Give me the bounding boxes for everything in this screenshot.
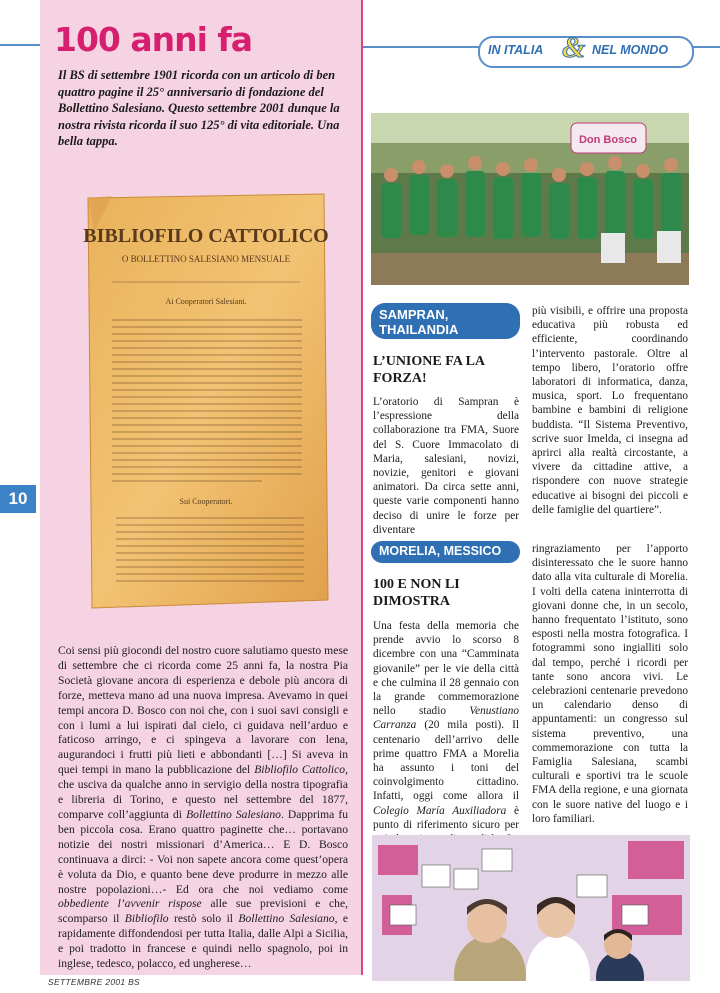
doc-salutation: Ai Cooperatori Salesiani. bbox=[165, 297, 247, 306]
morelia-title: 100 E NON LI DIMOSTRA bbox=[373, 577, 460, 609]
morelia-text-italic: Colegio María Auxiliadora bbox=[373, 804, 507, 817]
left-article-part: , e rapidamente diffondendosi per tutta Italia, dalle Alpi a Sicilia, e poi tradotto in francese e quindi nello spagnolo, poi in inglese, tedesco, polacco, ed ungherese… bbox=[58, 912, 348, 971]
section-ampersand: & bbox=[562, 31, 586, 64]
sampran-region-label: SAMPRAN, THAILANDIA bbox=[371, 303, 520, 339]
left-article-text bbox=[58, 644, 348, 972]
morelia-region-label: MORELIA, MESSICO bbox=[371, 541, 520, 563]
doc-subtitle: O BOLLETTINO SALESIANO MENSUALE bbox=[121, 254, 291, 264]
morelia-text-italic: Venustiano Carranza bbox=[373, 705, 519, 732]
left-article-italic: Bibliofilo Cattolico bbox=[254, 763, 346, 777]
bibliofilo-cattolico-image bbox=[82, 192, 330, 612]
sampran-text-col1: L’oratorio di Sampran è l’espressione della collaborazione tra FMA, Suore del S. Cuore Immacolato di Maria, salesiani, novizi, novizie, genitori e giovani animatori. Da circa sette anni, queste varie componenti hanno deciso di unire le forze per diventare bbox=[373, 396, 519, 536]
morelia-exhibition-photo bbox=[372, 835, 690, 981]
left-article-part: . Dapprima fu ben piccola cosa. Erano quattro paginette che… portavano notizie dei nostri missionari d’America… E D. Bosco continuava a dirci: - Voi non sapete ancora come quest’opera è voluta da Dio, e quanto bene deve produrre in mezzo alle nostre popolazioni…- Ed ora che noi vediamo come bbox=[58, 807, 348, 896]
sampran-text-col2: più visibili, e offrire una proposta educativa più robusta ed efficiente, coordinando l’intervento pastorale. Oltre al tempo libero, l’oratorio offre laboratori di informatica, danza, musica, sport. Lo frequentano bambine e bambini di religione buddista. “Il Sistema Preventivo, scrive suor Imelda, ci insegna ad aprirci alla realtà circostante, a vivere da cittadine attive, a rispondere con nuove strategie educative ai bisogni dei piccoli e delle famiglie del quartiere”. bbox=[532, 305, 688, 516]
morelia-text-part: (20 mila posti). Il centenario dell’arrivo delle prime quattro FMA a Morelia ha assunto i toni del coinvolgimento cittadino. Infatti, oggi come allora il bbox=[373, 719, 519, 803]
doc-masthead: BIBLIOFILO CATTOLICO bbox=[83, 225, 329, 247]
doc-salutation-2: Sui Cooperatori. bbox=[179, 497, 233, 506]
left-article-italic: obbediente l’avvenir rispose bbox=[58, 897, 202, 911]
top-rule-left bbox=[0, 44, 40, 46]
morelia-text-part: è punto di riferimento sicuro per bbox=[373, 804, 519, 831]
intro-text: Il BS di settembre 1901 ricorda con un articolo di ben quattro pagine il 25° anniversario di fondazione del Bollettino Salesiano. Questo settembre 2001 dunque la nostra rivista ricorda il suo 125° di vita editoriale. Una bella tappa. bbox=[58, 68, 340, 148]
section-label-left: IN ITALIA bbox=[488, 43, 544, 57]
page-footer: SETTEMBRE 2001 BS bbox=[48, 977, 141, 987]
sampran-title: L’UNIONE FA LA FORZA! bbox=[373, 354, 485, 386]
sampran-group-photo bbox=[371, 113, 689, 285]
page-number: 10 bbox=[0, 485, 36, 513]
left-article-part: restò solo il bbox=[168, 912, 239, 926]
left-article-italic: Bollettino Salesiano bbox=[238, 912, 335, 926]
page-title: 100 anni fa bbox=[54, 20, 253, 59]
left-article-part: , che usciva da qualche anno in servigio della nostra tipografia e libreria di Torino, e questo nel settembre del 1877, comparve coll’aggiunta di bbox=[58, 763, 348, 821]
morelia-text-part: Una festa della memoria che prende avvio lo scorso 8 dicembre con una “Camminata giovanile” per le vie della città e che culmina il 28 gennaio con la grande commemorazione nello stadio bbox=[373, 620, 519, 718]
section-label-right: NEL MONDO bbox=[592, 43, 669, 57]
left-article-part: Coi sensi più giocondi del nostro cuore salutiamo questo mese di settembre che ci ricorda come 25 anni fa, la nostra Pia Società giovane ancora di esperienza e debole più ancora di forze, metteva mano ad una nuova impresa. Avevamo in quei tempi ancora D. Bosco con noi che, con i suoi savi consigli e con i lumi a lui ispirati dal cielo, ci guidava nell’arduo e faticoso arringo, e ci spingeva a lavorare con lena, augurandoci i frutti più lieti e abbondanti […] Si aveva in quei tempi in mano la pubblicazione del bbox=[58, 644, 348, 777]
left-article-italic: Bibliofilo bbox=[124, 912, 169, 926]
photo-sign: Don Bosco bbox=[578, 134, 638, 146]
morelia-text-col2: ringraziamento per l’apporto disinteressato che le suore hanno dato alla vita culturale di Morelia. I volti della catena ininterrotta di giovani donne che, in un secolo, hanno frequentato l’istituto, sono esposti nella mostra fotografica. I fotogrammi sono ingialliti solo dal tempo, perché i ricordi per tante sono ancora vivi. Le celebrazioni centenarie prevedono un calendario denso di appuntamenti: un congresso sul sistema preventivo, una commemorazione con tutta la Famiglia Salesiana, scambi culturali e sportivi tra le scuole FMA della regione, e una giornata con le suore native del luogo e i loro familiari. bbox=[532, 543, 688, 825]
left-article-part: alle sue previsioni e che, scomparso il bbox=[58, 897, 348, 926]
left-article-italic: Bollettino Salesiano bbox=[186, 807, 281, 821]
